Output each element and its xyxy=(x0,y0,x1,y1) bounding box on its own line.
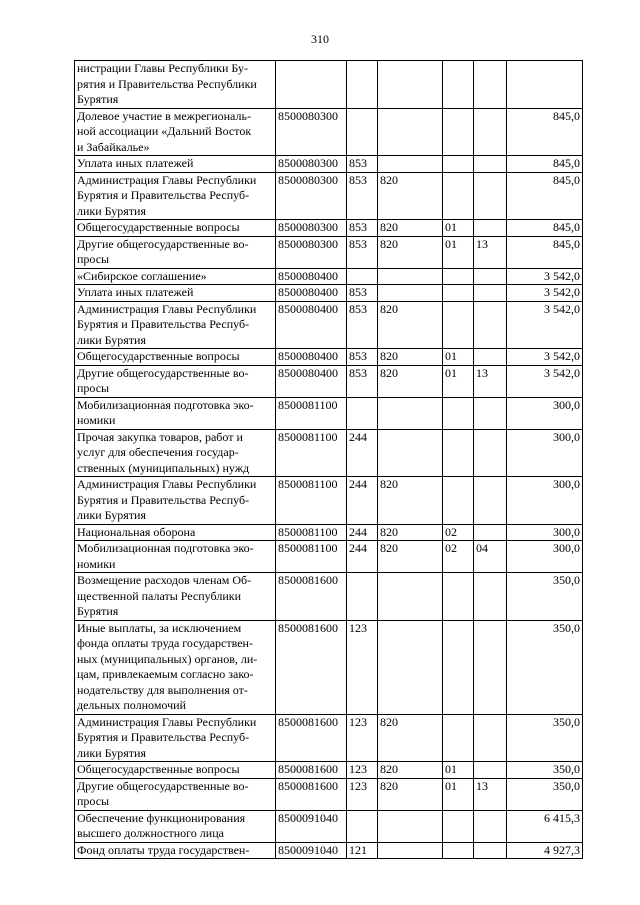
cell-amount: 3 542,0 xyxy=(507,301,583,349)
table-row xyxy=(75,573,583,621)
cell-expense-type: 853 xyxy=(347,349,378,366)
cell-grbs-code: 820 xyxy=(378,762,443,779)
cell-expense-type: 853 xyxy=(347,172,378,220)
cell-subsection xyxy=(474,477,507,525)
cell-name: Общегосударственные вопросы xyxy=(75,220,276,237)
cell-subsection xyxy=(474,172,507,220)
cell-amount: 845,0 xyxy=(507,220,583,237)
cell-section xyxy=(443,156,474,173)
cell-amount: 350,0 xyxy=(507,778,583,810)
cell-section: 01 xyxy=(443,349,474,366)
cell-subsection: 13 xyxy=(474,236,507,268)
cell-amount: 6 415,3 xyxy=(507,810,583,842)
cell-name: Мобилизационная подготовка эко- номики xyxy=(75,397,276,429)
cell-subsection xyxy=(474,61,507,109)
table-row xyxy=(75,714,583,762)
cell-expense-type xyxy=(347,268,378,285)
cell-amount: 350,0 xyxy=(507,714,583,762)
cell-expense-type: 853 xyxy=(347,301,378,349)
table-row xyxy=(75,108,583,156)
cell-section: 01 xyxy=(443,778,474,810)
cell-section xyxy=(443,172,474,220)
cell-name: Долевое участие в межрегиональ- ной ассоциации «Дальний Восток и Забайкалье» xyxy=(75,108,276,156)
cell-expense-type: 853 xyxy=(347,236,378,268)
cell-amount: 300,0 xyxy=(507,397,583,429)
cell-name: Администрация Главы Республики Бурятия и Правительства Респуб- лики Бурятия xyxy=(75,172,276,220)
cell-name: Администрация Главы Республики Бурятия и Правительства Респуб- лики Бурятия xyxy=(75,301,276,349)
cell-subsection xyxy=(474,285,507,302)
cell-section: 01 xyxy=(443,365,474,397)
cell-subsection xyxy=(474,714,507,762)
cell-grbs-code: 820 xyxy=(378,714,443,762)
cell-csr-code: 8500080400 xyxy=(276,349,347,366)
cell-grbs-code: 820 xyxy=(378,477,443,525)
cell-section xyxy=(443,714,474,762)
cell-subsection xyxy=(474,524,507,541)
cell-amount: 3 542,0 xyxy=(507,268,583,285)
cell-subsection: 13 xyxy=(474,365,507,397)
cell-csr-code: 8500081100 xyxy=(276,524,347,541)
cell-expense-type: 244 xyxy=(347,429,378,477)
cell-grbs-code xyxy=(378,620,443,714)
cell-csr-code: 8500080400 xyxy=(276,268,347,285)
table-row xyxy=(75,349,583,366)
cell-expense-type xyxy=(347,108,378,156)
cell-subsection xyxy=(474,268,507,285)
cell-name: «Сибирское соглашение» xyxy=(75,268,276,285)
cell-grbs-code xyxy=(378,156,443,173)
cell-subsection xyxy=(474,301,507,349)
table-row xyxy=(75,268,583,285)
cell-subsection xyxy=(474,842,507,859)
cell-grbs-code xyxy=(378,285,443,302)
cell-name: Возмещение расходов членам Об- щественной палаты Республики Бурятия xyxy=(75,573,276,621)
cell-csr-code: 8500080300 xyxy=(276,220,347,237)
cell-name: Фонд оплаты труда государствен- xyxy=(75,842,276,859)
cell-expense-type: 121 xyxy=(347,842,378,859)
cell-amount: 845,0 xyxy=(507,156,583,173)
cell-name: Другие общегосударственные во- просы xyxy=(75,365,276,397)
budget-table-body xyxy=(75,61,583,859)
table-row xyxy=(75,477,583,525)
table-row xyxy=(75,429,583,477)
table-row xyxy=(75,285,583,302)
cell-name: Уплата иных платежей xyxy=(75,285,276,302)
table-row xyxy=(75,524,583,541)
cell-grbs-code: 820 xyxy=(378,365,443,397)
cell-amount: 3 542,0 xyxy=(507,349,583,366)
table-row xyxy=(75,762,583,779)
cell-csr-code: 8500081600 xyxy=(276,620,347,714)
cell-section xyxy=(443,108,474,156)
cell-grbs-code xyxy=(378,429,443,477)
cell-expense-type: 123 xyxy=(347,714,378,762)
cell-subsection xyxy=(474,810,507,842)
cell-section: 01 xyxy=(443,762,474,779)
cell-grbs-code xyxy=(378,61,443,109)
cell-grbs-code xyxy=(378,108,443,156)
cell-subsection xyxy=(474,762,507,779)
cell-csr-code: 8500081100 xyxy=(276,541,347,573)
cell-name: Национальная оборона xyxy=(75,524,276,541)
cell-csr-code xyxy=(276,61,347,109)
cell-csr-code: 8500081600 xyxy=(276,762,347,779)
cell-subsection xyxy=(474,573,507,621)
cell-grbs-code: 820 xyxy=(378,220,443,237)
cell-grbs-code: 820 xyxy=(378,236,443,268)
cell-expense-type: 123 xyxy=(347,778,378,810)
table-row xyxy=(75,156,583,173)
cell-name: Другие общегосударственные во- просы xyxy=(75,778,276,810)
cell-name: Иные выплаты, за исключением фонда оплаты труда государствен- ных (муниципальных) органов, ли- цам, привлекаемым согласно зако- нодательству для выполнения от- дельных полномочий xyxy=(75,620,276,714)
cell-name: Общегосударственные вопросы xyxy=(75,762,276,779)
cell-section xyxy=(443,573,474,621)
cell-section xyxy=(443,429,474,477)
cell-csr-code: 8500081100 xyxy=(276,397,347,429)
cell-subsection xyxy=(474,108,507,156)
cell-csr-code: 8500081600 xyxy=(276,573,347,621)
cell-expense-type: 123 xyxy=(347,762,378,779)
cell-name: Администрация Главы Республики Бурятия и Правительства Респуб- лики Бурятия xyxy=(75,714,276,762)
cell-csr-code: 8500081600 xyxy=(276,778,347,810)
cell-amount: 350,0 xyxy=(507,620,583,714)
cell-grbs-code xyxy=(378,573,443,621)
cell-csr-code: 8500080300 xyxy=(276,156,347,173)
cell-name: Другие общегосударственные во- просы xyxy=(75,236,276,268)
cell-expense-type: 244 xyxy=(347,541,378,573)
cell-section xyxy=(443,285,474,302)
table-row xyxy=(75,301,583,349)
cell-amount: 350,0 xyxy=(507,762,583,779)
cell-section: 02 xyxy=(443,541,474,573)
cell-expense-type: 123 xyxy=(347,620,378,714)
cell-subsection xyxy=(474,620,507,714)
cell-csr-code: 8500091040 xyxy=(276,810,347,842)
cell-grbs-code xyxy=(378,397,443,429)
cell-section xyxy=(443,620,474,714)
cell-name: Прочая закупка товаров, работ и услуг для обеспечения государ- ственных (муниципальных) нужд xyxy=(75,429,276,477)
cell-csr-code: 8500080300 xyxy=(276,172,347,220)
cell-section xyxy=(443,842,474,859)
cell-subsection xyxy=(474,429,507,477)
table-row xyxy=(75,397,583,429)
cell-expense-type: 244 xyxy=(347,477,378,525)
cell-subsection xyxy=(474,349,507,366)
table-row xyxy=(75,220,583,237)
cell-amount: 300,0 xyxy=(507,524,583,541)
table-row xyxy=(75,810,583,842)
cell-grbs-code: 820 xyxy=(378,541,443,573)
table-row xyxy=(75,620,583,714)
table-row xyxy=(75,61,583,109)
cell-name: нистрации Главы Республики Бу- рятия и Правительства Республики Бурятия xyxy=(75,61,276,109)
cell-amount xyxy=(507,61,583,109)
cell-csr-code: 8500080400 xyxy=(276,285,347,302)
cell-section: 02 xyxy=(443,524,474,541)
cell-amount: 4 927,3 xyxy=(507,842,583,859)
cell-expense-type: 244 xyxy=(347,524,378,541)
cell-grbs-code: 820 xyxy=(378,172,443,220)
cell-amount: 300,0 xyxy=(507,429,583,477)
cell-section xyxy=(443,397,474,429)
cell-expense-type: 853 xyxy=(347,156,378,173)
table-row xyxy=(75,236,583,268)
cell-csr-code: 8500080400 xyxy=(276,365,347,397)
cell-amount: 3 542,0 xyxy=(507,365,583,397)
cell-csr-code: 8500081600 xyxy=(276,714,347,762)
cell-expense-type xyxy=(347,573,378,621)
cell-grbs-code: 820 xyxy=(378,301,443,349)
cell-section xyxy=(443,301,474,349)
cell-subsection: 04 xyxy=(474,541,507,573)
cell-amount: 300,0 xyxy=(507,541,583,573)
cell-csr-code: 8500080300 xyxy=(276,108,347,156)
cell-section: 01 xyxy=(443,236,474,268)
cell-section xyxy=(443,477,474,525)
cell-name: Уплата иных платежей xyxy=(75,156,276,173)
cell-section xyxy=(443,61,474,109)
cell-grbs-code xyxy=(378,268,443,285)
cell-amount: 845,0 xyxy=(507,108,583,156)
table-row xyxy=(75,541,583,573)
cell-csr-code: 8500080400 xyxy=(276,301,347,349)
cell-name: Обеспечение функционирования высшего должностного лица xyxy=(75,810,276,842)
cell-csr-code: 8500081100 xyxy=(276,429,347,477)
cell-expense-type: 853 xyxy=(347,365,378,397)
cell-amount: 845,0 xyxy=(507,236,583,268)
cell-expense-type xyxy=(347,61,378,109)
cell-csr-code: 8500080300 xyxy=(276,236,347,268)
cell-section: 01 xyxy=(443,220,474,237)
cell-expense-type: 853 xyxy=(347,220,378,237)
cell-grbs-code: 820 xyxy=(378,349,443,366)
cell-grbs-code: 820 xyxy=(378,524,443,541)
table-row xyxy=(75,778,583,810)
cell-name: Мобилизационная подготовка эко- номики xyxy=(75,541,276,573)
page-number: 310 xyxy=(311,32,329,46)
cell-amount: 350,0 xyxy=(507,573,583,621)
cell-amount: 3 542,0 xyxy=(507,285,583,302)
cell-expense-type xyxy=(347,397,378,429)
cell-subsection xyxy=(474,156,507,173)
cell-amount: 300,0 xyxy=(507,477,583,525)
cell-grbs-code: 820 xyxy=(378,778,443,810)
cell-subsection: 13 xyxy=(474,778,507,810)
table-row xyxy=(75,172,583,220)
cell-subsection xyxy=(474,397,507,429)
cell-section xyxy=(443,810,474,842)
cell-expense-type xyxy=(347,810,378,842)
table-row xyxy=(75,365,583,397)
cell-subsection xyxy=(474,220,507,237)
cell-grbs-code xyxy=(378,842,443,859)
cell-expense-type: 853 xyxy=(347,285,378,302)
cell-name: Администрация Главы Республики Бурятия и Правительства Респуб- лики Бурятия xyxy=(75,477,276,525)
budget-table xyxy=(74,60,583,859)
table-row xyxy=(75,842,583,859)
cell-grbs-code xyxy=(378,810,443,842)
cell-csr-code: 8500091040 xyxy=(276,842,347,859)
cell-csr-code: 8500081100 xyxy=(276,477,347,525)
cell-amount: 845,0 xyxy=(507,172,583,220)
cell-name: Общегосударственные вопросы xyxy=(75,349,276,366)
cell-section xyxy=(443,268,474,285)
